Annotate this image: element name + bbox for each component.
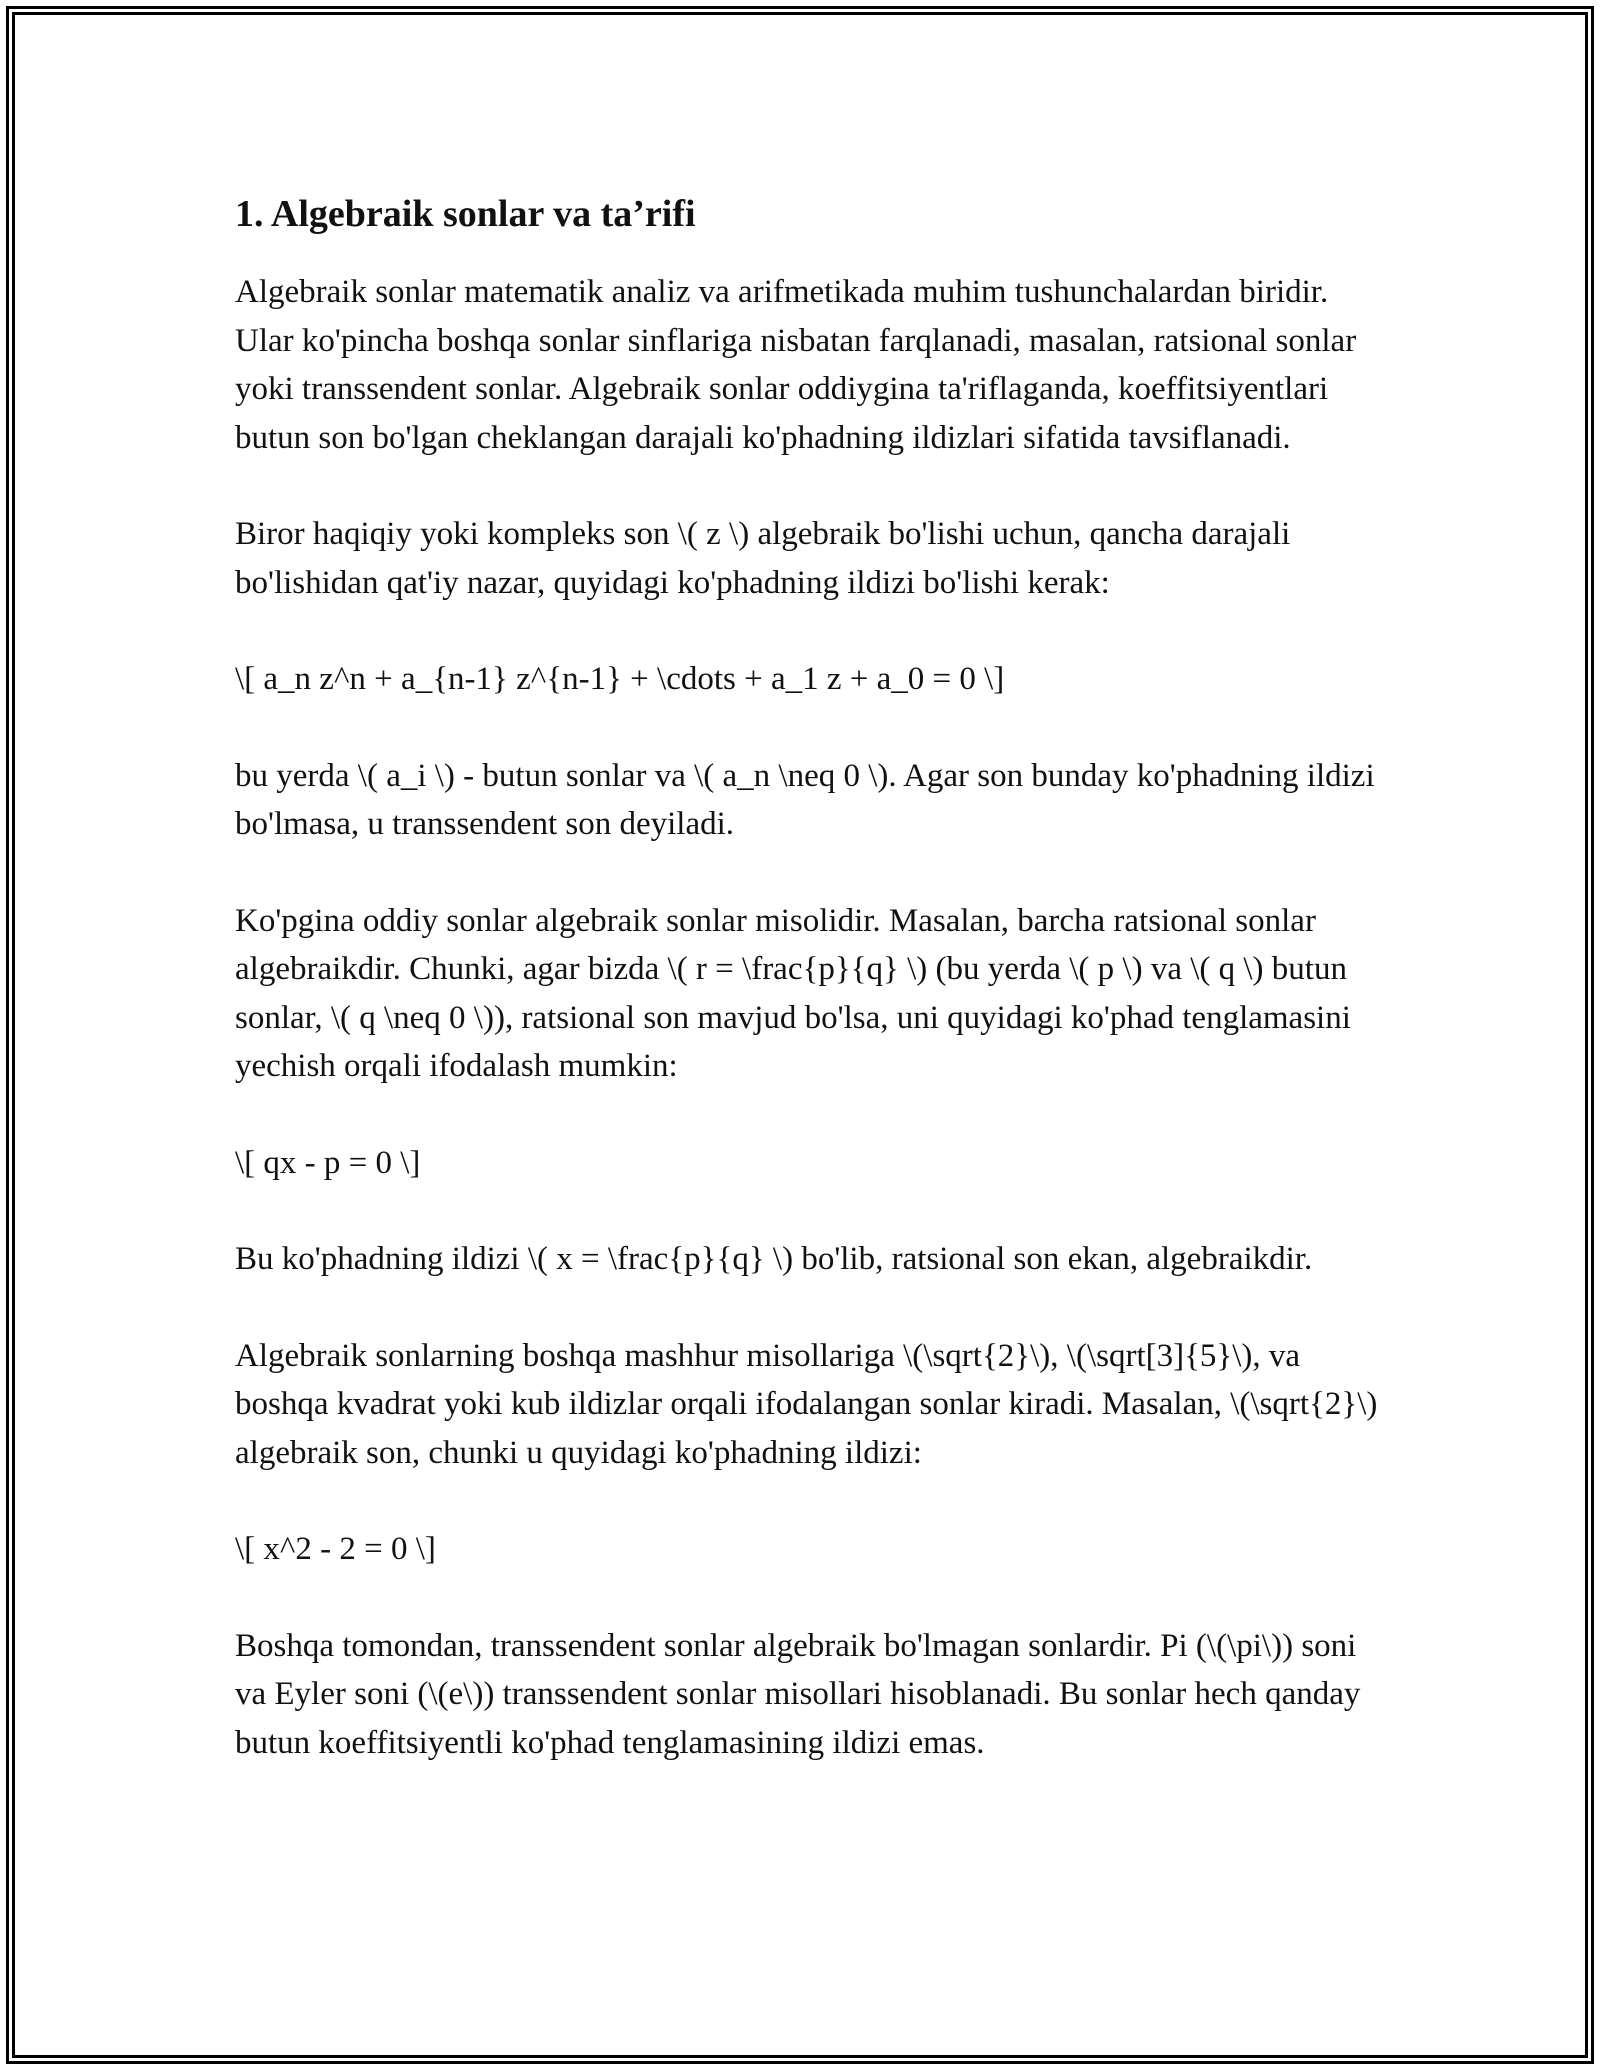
equation-quadratic: \[ x^2 - 2 = 0 \]: [235, 1531, 436, 1567]
paragraph-root-examples: Algebraik sonlarning boshqa mashhur misollariga \(\sqrt{2}\), \(\sqrt[3]{5}\), va boshqa kvadrat yoki kub ildizlar orqali ifodalangan sonlar kiradi. Masalan, \(\sqrt{2}\) algebraik son, chunki u quyidagi ko'phadning ildizi:: [235, 1337, 1378, 1471]
document-body: [235, 182, 1385, 1815]
paragraph-coefficients: bu yerda \( a_i \) - butun sonlar va \( a_n \neq 0 \). Agar son bunday ko'phadning ildizi bo'lmasa, u transsendent son deyiladi.: [235, 757, 1375, 842]
paragraph-rational-root: Bu ko'phadning ildizi \( x = \frac{p}{q} \) bo'lib, ratsional son ekan, algebraikdir.: [235, 1241, 1313, 1277]
paragraph-definition: Biror haqiqiy yoki kompleks son \( z \) algebraik bo'lishi uchun, qancha darajali bo'lishidan qat'iy nazar, quyidagi ko'phadning ildizi bo'lishi kerak:: [235, 516, 1291, 601]
equation-general-polynomial: \[ a_n z^n + a_{n-1} z^{n-1} + \cdots + a_1 z + a_0 = 0 \]: [235, 661, 1005, 697]
equation-linear: \[ qx - p = 0 \]: [235, 1144, 421, 1181]
paragraph-transcendental: Boshqa tomondan, transsendent sonlar algebraik bo'lmagan sonlardir. Pi (\(\pi\)) soni va Eyler soni (\(e\)) transsendent sonlar misollari hisoblanadi. Bu sonlar hech qanday butun koeffitsiyentli ko'phad tenglamasining ildizi emas.: [235, 1627, 1361, 1761]
section-heading: 1. Algebraik sonlar va ta’rifi: [235, 193, 696, 235]
paragraph-rational-examples: Ko'pgina oddiy sonlar algebraik sonlar misolidir. Masalan, barcha ratsional sonlar algebraikdir. Chunki, agar bizda \( r = \frac{p}{q} \) (bu yerda \( p \) va \( q \) butun sonlar, \( q \neq 0 \)), ratsional son mavjud bo'lsa, uni quyidagi ko'phad tenglamasini yechish orqali ifodalash mumkin:: [235, 902, 1351, 1084]
paragraph-intro: Algebraik sonlar matematik analiz va arifmetikada muhim tushunchalardan biridir. Ular ko'pincha boshqa sonlar sinflariga nisbatan farqlanadi, masalan, ratsional sonlar yoki transsendent sonlar. Algebraik sonlar oddiygina ta'riflaganda, koeffitsiyentlari butun son bo'lgan cheklangan darajali ko'phadning ildizlari sifatida tavsiflanadi.: [235, 274, 1357, 456]
